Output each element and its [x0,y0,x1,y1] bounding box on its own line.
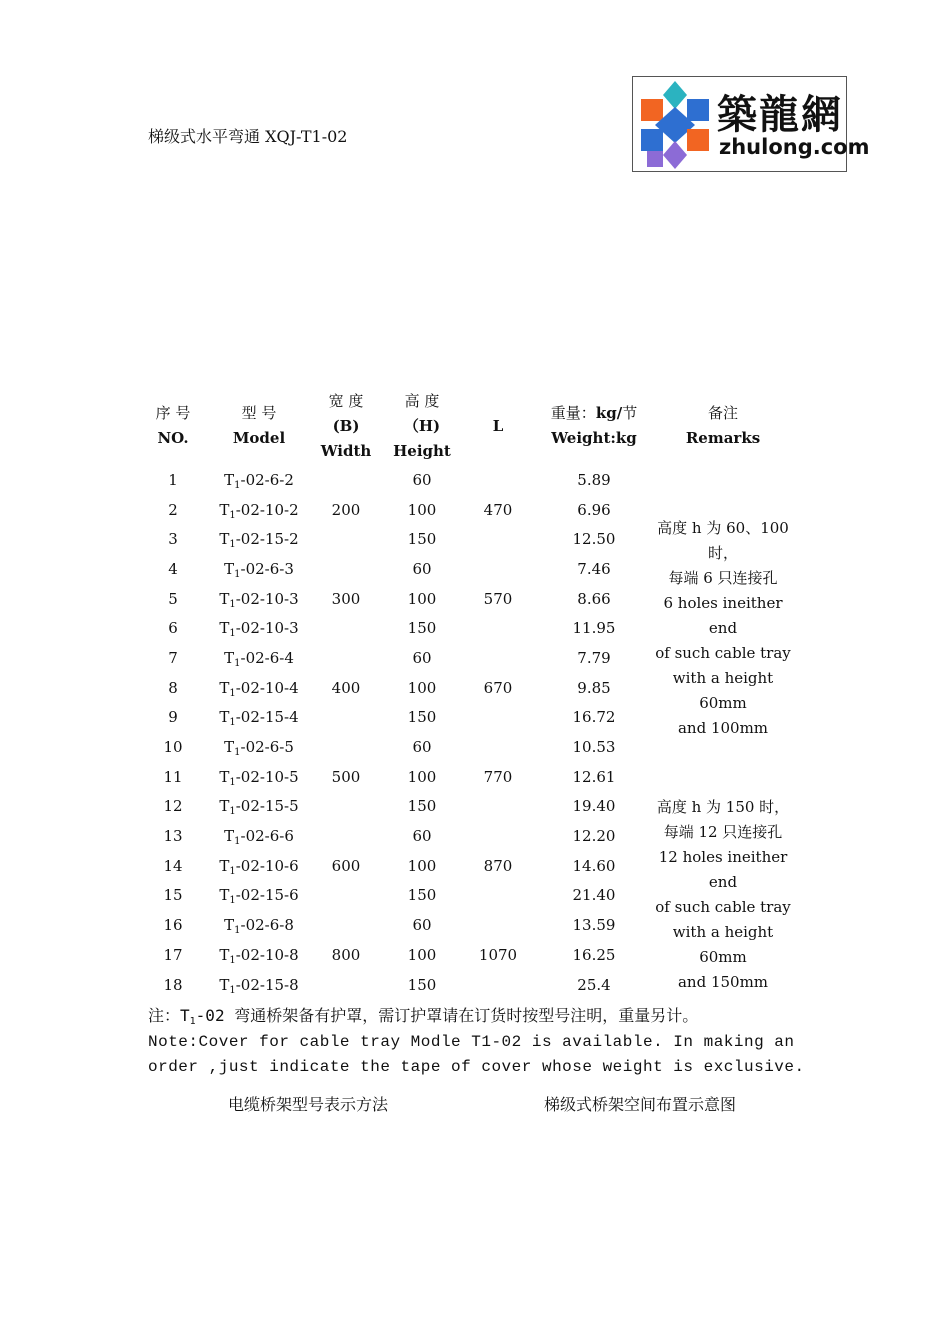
cell-no: 12 [163,797,183,816]
cell-height: 150 [407,530,437,549]
cell-no: 7 [168,648,178,667]
remarks-line: of such cable tray [655,643,791,662]
cell-height: 60 [412,559,432,578]
cell-l [460,703,536,733]
remarks-line: and 100mm [677,718,769,737]
cell-l: 1070 [478,945,518,964]
cell-l [460,821,536,851]
cell-l [460,554,536,584]
cell-no: 8 [168,678,178,697]
cell-no: 13 [163,827,183,846]
remarks-line: 高度 h 为 150 时， [656,798,790,817]
cell-weight: 7.79 [577,648,611,667]
cell-no: 11 [163,767,183,786]
remarks-line: with a height 60mm [672,923,774,967]
cell-weight: 14.60 [572,856,616,875]
cell-weight: 12.61 [572,767,616,786]
remarks-line: 时， [707,543,738,562]
remarks-line: 高度 h 为 60、100 [657,518,789,537]
cell-no: 4 [168,559,178,578]
cell-model: $T_1-02-15-5$ [219,797,299,818]
caption-layout-diagram: 梯级式桥架空间布置示意图 [544,1095,737,1114]
cell-height: 150 [407,975,437,994]
cell-weight: 16.72 [572,708,616,727]
cell-model: $T_1-02-10-4$ [219,678,299,699]
header-width: 宽 度 (B) Width [320,391,372,460]
remarks-line: 每端 12 只连接孔 [663,823,783,842]
cell-no: 3 [168,530,178,549]
table-row [136,465,794,495]
cell-weight: 12.50 [572,530,616,549]
cell-remarks [652,465,794,792]
caption-model-notation: 电缆桥架型号表示方法 [228,1095,389,1114]
cell-model: $T_1-02-10-5$ [219,767,299,788]
cell-width: 300 [331,589,361,608]
table-header-row [136,387,794,465]
cell-height: 150 [407,886,437,905]
zhulong-logo [632,76,870,172]
cell-height: 100 [407,678,437,697]
cell-l [460,643,536,673]
remarks-line: 6 holes ineither end [663,593,783,637]
cell-width: 500 [331,767,361,786]
cell-weight: 8.66 [577,589,611,608]
cell-no: 14 [163,856,183,875]
cell-l: 870 [483,856,513,875]
cell-l [460,910,536,940]
cell-l: 570 [483,589,513,608]
cell-no: 1 [168,470,178,489]
spec-table [136,387,794,999]
cell-no: 5 [168,589,178,608]
cell-weight: 12.20 [572,827,616,846]
cell-remarks [652,792,794,1000]
cell-height: 60 [412,827,432,846]
header-model: 型 号 Model [232,404,286,447]
header-height: 高 度 （H) Height [393,391,451,460]
cell-height: 150 [407,619,437,638]
cell-weight: 21.40 [572,886,616,905]
cell-weight: 7.46 [577,559,611,578]
cell-model: $T_1-02-6-4$ [224,648,294,669]
header-no: 序 号 NO. [155,404,191,447]
cell-width [308,613,384,643]
cell-height: 100 [407,589,437,608]
logo-mark-icon [633,77,717,173]
cell-height: 150 [407,708,437,727]
cell-width [308,821,384,851]
cell-width [308,881,384,911]
cell-no: 16 [163,916,183,935]
cell-l [460,465,536,495]
cell-width [308,643,384,673]
note-en: Note:Cover for cable tray Modle T1-02 is available. In making an order ,just indicate the tape of cover whose weight is exclusive. [148,1033,805,1076]
cell-model: $T_1-02-10-3$ [219,619,299,640]
logo-text-cn: 築龍網 [717,92,843,138]
cell-width [308,465,384,495]
cell-weight: 19.40 [572,797,616,816]
cell-height: 100 [407,500,437,519]
cell-width: 800 [331,945,361,964]
cell-model: $T_1-02-6-2$ [224,470,294,491]
cell-width [308,970,384,1000]
remarks-line: and 150mm [677,973,769,992]
cell-no: 17 [163,945,183,964]
cell-no: 15 [163,886,183,905]
cell-model: $T_1-02-6-8$ [224,916,294,937]
cell-height: 150 [407,797,437,816]
remarks-line: of such cable tray [655,898,791,917]
cell-model: $T_1-02-10-6$ [219,856,299,877]
cell-model: $T_1-02-15-6$ [219,886,299,907]
remarks-line: with a height 60mm [672,668,774,712]
cell-weight: 5.89 [577,470,611,489]
cell-model: $T_1-02-15-4$ [219,708,299,729]
cell-width [308,792,384,822]
cell-height: 60 [412,916,432,935]
cell-height: 60 [412,470,432,489]
cell-l: 470 [483,500,513,519]
cell-width: 400 [331,678,361,697]
cell-l [460,613,536,643]
cell-model: $T_1-02-10-2$ [219,500,299,521]
cell-model: $T_1-02-6-5$ [224,738,294,759]
remarks-line: 12 holes ineither end [658,848,788,892]
cell-width [308,732,384,762]
cell-no: 2 [168,500,178,519]
cell-l: 670 [483,678,513,697]
cell-no: 9 [168,708,178,727]
logo-text-en: zhulong.com [719,135,870,159]
cell-weight: 11.95 [572,619,616,638]
cell-weight: 25.4 [577,975,611,994]
cell-weight: 6.96 [577,500,611,519]
header-remarks: 备注 Remarks [685,404,761,447]
cell-width: 200 [331,500,361,519]
cell-model: $T_1-02-6-3$ [224,559,294,580]
cell-weight: 16.25 [572,945,616,964]
cell-no: 10 [163,738,183,757]
cell-weight: 9.85 [577,678,611,697]
cell-model: $T_1-02-10-3$ [219,589,299,610]
cell-no: 18 [163,975,183,994]
table-body [136,465,794,999]
cell-no: 6 [168,619,178,638]
table-row [136,792,794,822]
cell-model: $T_1-02-15-8$ [219,975,299,996]
cell-l [460,732,536,762]
cell-model: $T_1-02-10-8$ [219,945,299,966]
cell-l [460,524,536,554]
header-weight: 重量：kg/节 Weight:kg [550,404,638,447]
note-cn: 注：$T_1-02$ 弯通桥架备有护罩，需订护罩请在订货时按型号注明，重量另计。 [148,1006,699,1027]
cell-height: 60 [412,648,432,667]
cell-width [308,910,384,940]
cell-weight: 13.59 [572,916,616,935]
cell-l [460,792,536,822]
cell-height: 100 [407,945,437,964]
cell-width: 600 [331,856,361,875]
cell-weight: 10.53 [572,738,616,757]
cell-l [460,881,536,911]
cell-width [308,524,384,554]
cell-l: 770 [483,767,513,786]
page-title: 梯级式水平弯通 XQJ-T1-02 [148,127,348,146]
cell-model: $T_1-02-6-6$ [224,827,294,848]
cell-width [308,554,384,584]
cell-model: $T_1-02-15-2$ [219,530,299,551]
cell-height: 100 [407,767,437,786]
header-l: L [492,416,504,435]
remarks-line: 每端 6 只连接孔 [668,568,778,587]
cell-height: 60 [412,738,432,757]
cell-width [308,703,384,733]
cell-height: 100 [407,856,437,875]
cell-l [460,970,536,1000]
